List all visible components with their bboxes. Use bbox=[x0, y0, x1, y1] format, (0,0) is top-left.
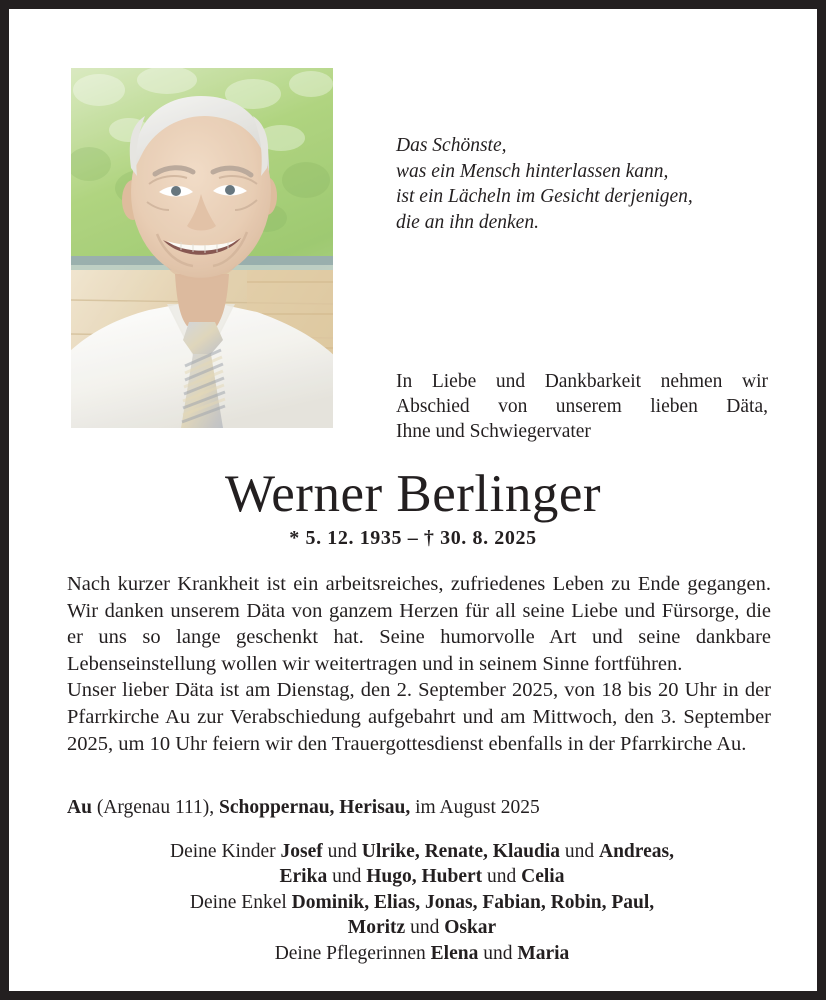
survivors-children-line-2 bbox=[49, 864, 795, 889]
dedication-line-2: Abschied von unserem lieben Däta, bbox=[396, 396, 768, 417]
place-address: (Argenau 111), bbox=[91, 797, 220, 818]
survivors-carers-line bbox=[49, 941, 795, 966]
survivors-grandchildren-line-2 bbox=[49, 915, 795, 940]
survivors-grandchildren-line-1 bbox=[49, 890, 795, 915]
grandchild-name-group-1: Dominik, Elias, Jonas, Fabian, Robin, Paul, bbox=[291, 891, 655, 913]
place-and-date-line bbox=[67, 795, 771, 821]
carer-name-2: Maria bbox=[517, 942, 570, 964]
dedication-line-1: In Liebe und Dankbarkeit nehmen wir bbox=[396, 371, 768, 392]
deceased-name: Werner Berlinger bbox=[224, 465, 602, 523]
child-name-group-6: Celia bbox=[521, 866, 565, 888]
poem-line-2: was ein Mensch hinterlassen kann, bbox=[396, 160, 669, 182]
portrait-photo bbox=[71, 68, 333, 428]
deceased-dates: * 5. 12. 1935 – † 30. 8. 2025 bbox=[289, 527, 537, 549]
children-conj-3: und bbox=[327, 866, 367, 888]
obituary-body bbox=[67, 571, 771, 757]
grandchild-name-group-3: Oskar bbox=[444, 917, 497, 939]
carers-label: Deine Pflegerinnen bbox=[274, 942, 431, 964]
epigraph-poem bbox=[396, 133, 746, 235]
child-name-group-4: Erika bbox=[279, 866, 328, 888]
place-month-year: im August 2025 bbox=[410, 797, 540, 818]
body-paragraph-2: Unser lieber Däta ist am Dienstag, den 2. September 2025, von 18 bis 20 Uhr in der Pfarrkirche Au zur Verabschiedung aufgebahrt und am Mittwoch, den 3. September 2025, um 10 Uhr feiern wir den Trauergottesdienst ebenfalls in der Pfarrkirche Au. bbox=[67, 679, 771, 755]
poem-line-1: Das Schönste, bbox=[396, 135, 507, 156]
carers-conj: und bbox=[478, 942, 518, 964]
children-conj-4: und bbox=[482, 866, 522, 888]
child-name-group-3: Andreas, bbox=[599, 841, 674, 862]
grandchild-name-group-2: Moritz bbox=[347, 917, 406, 939]
grandchildren-conj: und bbox=[405, 917, 445, 939]
child-name-group-1: Josef bbox=[280, 841, 323, 862]
survivors-children-line-1 bbox=[49, 839, 795, 864]
dedication-line-3: Ihne und Schwiegervater bbox=[396, 421, 591, 442]
body-paragraph-1: Nach kurzer Krankheit ist ein arbeitsreiches, zufriedenes Leben zu Ende gegangen. Wir danken unserem Däta von ganzem Herzen für all seine Liebe und Fürsorge, die er uns so lange geschenkt hat. Seine humorvolle Art und seine dankbare Lebenseinstellung wollen wir weitertragen und in seinem Sinne fortführen. bbox=[67, 573, 771, 675]
place-primary: Au bbox=[67, 797, 92, 818]
children-label: Deine Kinder bbox=[170, 841, 281, 862]
grandchildren-label: Deine Enkel bbox=[189, 891, 292, 913]
child-name-group-5: Hugo, Hubert bbox=[366, 866, 483, 888]
child-name-group-2: Ulrike, Renate, Klaudia bbox=[361, 841, 560, 862]
portrait-photo-image bbox=[71, 68, 333, 428]
children-conj-1: und bbox=[322, 841, 362, 862]
children-conj-2: und bbox=[560, 841, 599, 862]
survivors-list bbox=[49, 839, 795, 966]
place-secondary: Schoppernau, Herisau, bbox=[219, 797, 411, 818]
poem-line-4: die an ihn denken. bbox=[396, 211, 539, 233]
dedication-text bbox=[396, 369, 768, 444]
carer-name-1: Elena bbox=[430, 942, 479, 964]
notice-inner bbox=[9, 9, 817, 991]
poem-line-3: ist ein Lächeln im Gesicht derjenigen, bbox=[396, 186, 693, 207]
